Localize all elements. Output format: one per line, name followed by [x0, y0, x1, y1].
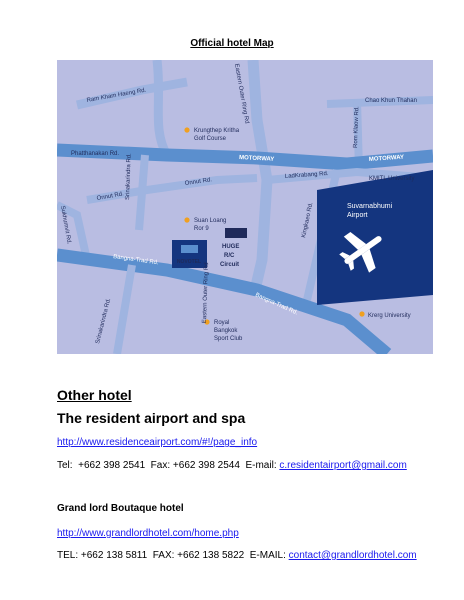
- label-sukhumvit: Sukhumvit Rd.: [59, 205, 72, 245]
- novotel-logo-mark: [181, 245, 198, 253]
- label-suan-luang-2: Ror 9: [194, 226, 209, 232]
- label-onnut-center: Onnut Rd.: [184, 177, 213, 187]
- label-krungthep-2: Golf Course: [194, 136, 227, 142]
- hotel-email-link[interactable]: contact@grandlordhotel.com: [288, 550, 417, 561]
- label-airport-1: Suvarnabhumi: [347, 203, 393, 210]
- label-eastern-outer-ring-bottom: Eastern Outer Ring Rd: [201, 262, 211, 324]
- label-srinakarindra-bottom: Srinakarindra Rd.: [95, 297, 113, 345]
- suan-luang-marker-icon: [184, 217, 189, 222]
- hotel-map: [57, 60, 433, 354]
- label-royal-1: Royal: [214, 320, 230, 326]
- hotel-contact: [57, 460, 407, 471]
- krerg-marker-icon: [359, 311, 364, 316]
- label-krerg: Krerg University: [368, 313, 411, 319]
- label-srinakarindra: Srinakarindra Rd.: [125, 153, 133, 201]
- airport-area: [317, 170, 433, 305]
- hotel-contact-text: Tel: +662 398 2541 Fax: +662 398 2544 E-mail:: [57, 460, 280, 471]
- hotel-contact: [57, 550, 417, 561]
- label-royal-2: Bangkok: [214, 328, 238, 334]
- hotel-name: Grand lord Boutaque hotel: [57, 503, 184, 514]
- road-top-curve: [157, 60, 167, 155]
- label-ladkrabang: LadKrabang Rd.: [284, 170, 329, 180]
- label-krungthep-1: Krungthep Kritha: [194, 128, 240, 134]
- label-rom-klaow: Rom Klaow Rd.: [353, 106, 361, 149]
- label-airport-2: Airport: [347, 212, 368, 219]
- label-eastern-outer-ring-top: Eastern Outer Ring Rd: [233, 63, 250, 125]
- label-royal-3: Sport Club: [214, 336, 243, 342]
- label-huge-1: HUGE: [222, 244, 240, 250]
- label-kingkaeo: Kingkaeo Rd.: [301, 201, 315, 239]
- map-graphic: [57, 60, 433, 354]
- hotel-email-link[interactable]: c.residentairport@gmail.com: [279, 460, 407, 471]
- hotel-contact-text: TEL: +662 138 5811 FAX: +662 138 5822 E-MAIL:: [57, 550, 289, 561]
- hotel-name: The resident airport and spa: [57, 410, 246, 426]
- krungthep-marker-icon: [184, 127, 189, 132]
- section-title: Other hotel: [57, 387, 132, 403]
- label-kmitl: KMITL University: [369, 176, 415, 182]
- label-ram-kham-haeng: Ram Kham Haeng Rd.: [86, 87, 147, 104]
- label-onnut-left: Onnut Rd.: [96, 191, 125, 202]
- road-srinakarindra-bottom: [117, 265, 132, 354]
- rc-circuit-icon: [225, 228, 247, 238]
- label-bangna-trad-left: Bangna-Trad Rd.: [112, 254, 159, 267]
- map-title: Official hotel Map: [190, 38, 274, 49]
- hotel-website-link[interactable]: http://www.grandlordhotel.com/home.php: [57, 528, 239, 539]
- label-phatthanakan: Phatthanakan Rd.: [71, 151, 120, 157]
- label-suan-luang-1: Suan Loang: [194, 218, 227, 224]
- label-huge-3: Circuit: [220, 262, 240, 268]
- novotel-label: NOVOTEL: [176, 259, 202, 265]
- label-bangna-trad-right: Bangna-Trad Rd.: [254, 292, 299, 317]
- label-huge-2: R/C: [224, 253, 235, 259]
- label-motorway-left: MOTORWAY: [238, 155, 275, 163]
- label-chao-khun-thahan: Chao Khun Thahan: [365, 98, 417, 104]
- label-motorway-right: MOTORWAY: [368, 154, 405, 163]
- hotel-website-link[interactable]: http://www.residenceairport.com/#!/page_info: [57, 437, 258, 448]
